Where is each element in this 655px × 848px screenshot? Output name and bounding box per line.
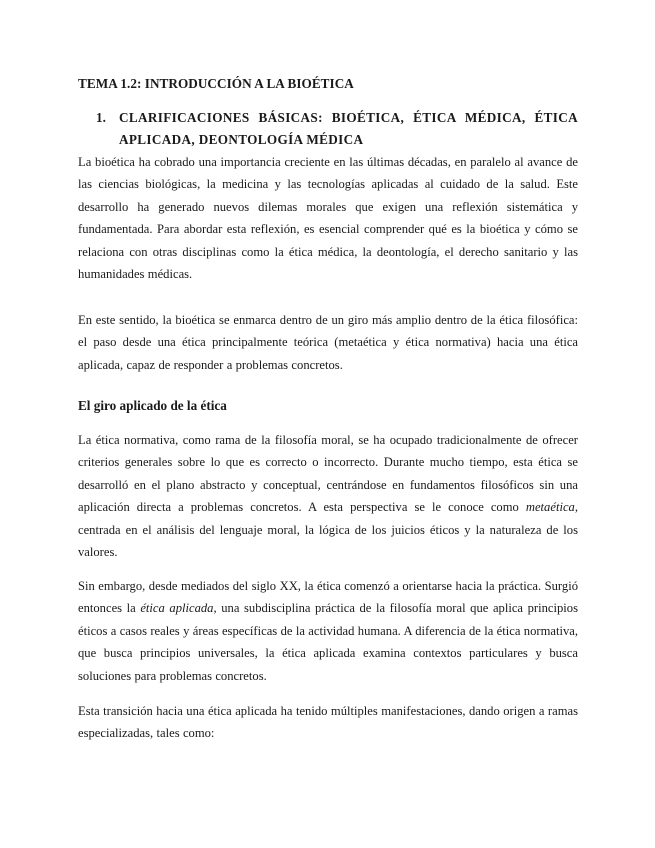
context-paragraph: En este sentido, la bioética se enmarca dentro de un giro más amplio dentro de la ética filosófica: el paso desde una ética principalmente teórica (metaética y ética normativa) hacia una ética aplicada, capaz de responder a problemas concretos.: [78, 313, 578, 372]
applied-ethics-paragraph: [78, 575, 578, 687]
emphasized-term: metaética: [525, 500, 575, 515]
normative-ethics-paragraph: [78, 429, 578, 563]
transition-paragraph: Esta transición hacia una ética aplicada ha tenido múltiples manifestaciones, dando origen a ramas especializadas, tales como:: [78, 704, 578, 741]
subheading: El giro aplicado de la ética: [78, 398, 227, 413]
paragraph-text: La ética normativa, como rama de la filosofía moral, se ha ocupado tradicionalmente de ofrecer criterios generales sobre lo que es correcto o incorrecto. Durante mucho tiempo, esta ética se desarrolló en el plano abstracto y conceptual, centrándose en fundamentos filosóficos sin una aplicación directa a problemas concretos. A esta perspectiva se le conoce como: [78, 433, 578, 515]
section-heading-text: CLARIFICACIONES BÁSICAS: BIOÉTICA, ÉTICA MÉDICA, ÉTICA APLICADA, DEONTOLOGÍA MÉDICA: [119, 110, 578, 147]
section-heading: [78, 107, 578, 151]
paragraph-text: Sin embargo, desde mediados del siglo XX, la ética comenzó a orientarse hacia la práctica. Surgió entonces la: [78, 579, 578, 616]
paragraph-text: , una subdisciplina práctica de la filosofía moral que aplica principios éticos a casos reales y áreas específicas de la actividad humana. A diferencia de la ética normativa, que busca principios universales, la ética aplicada examina contextos particulares y busca soluciones para problemas concretos.: [78, 601, 578, 683]
intro-paragraph: La bioética ha cobrado una importancia creciente en las últimas décadas, en paralelo al avance de las ciencias biológicas, la medicina y las tecnologías aplicadas al cuidado de la salud. Este desarrollo ha generado nuevos dilemas morales que exigen una reflexión sistemática y fundamentada. Para abordar esta reflexión, es esencial comprender qué es la bioética y cómo se relaciona con otras disciplinas como la ética médica, la deontología, el derecho sanitario y las humanidades médicas.: [78, 155, 578, 282]
paragraph-text: , centrada en el análisis del lenguaje moral, la lógica de los juicios éticos y la naturaleza de los valores.: [78, 500, 578, 560]
emphasized-term: ética aplicada: [140, 601, 214, 616]
section-number: 1.: [96, 110, 106, 125]
document-title: TEMA 1.2: INTRODUCCIÓN A LA BIOÉTICA: [78, 76, 354, 91]
